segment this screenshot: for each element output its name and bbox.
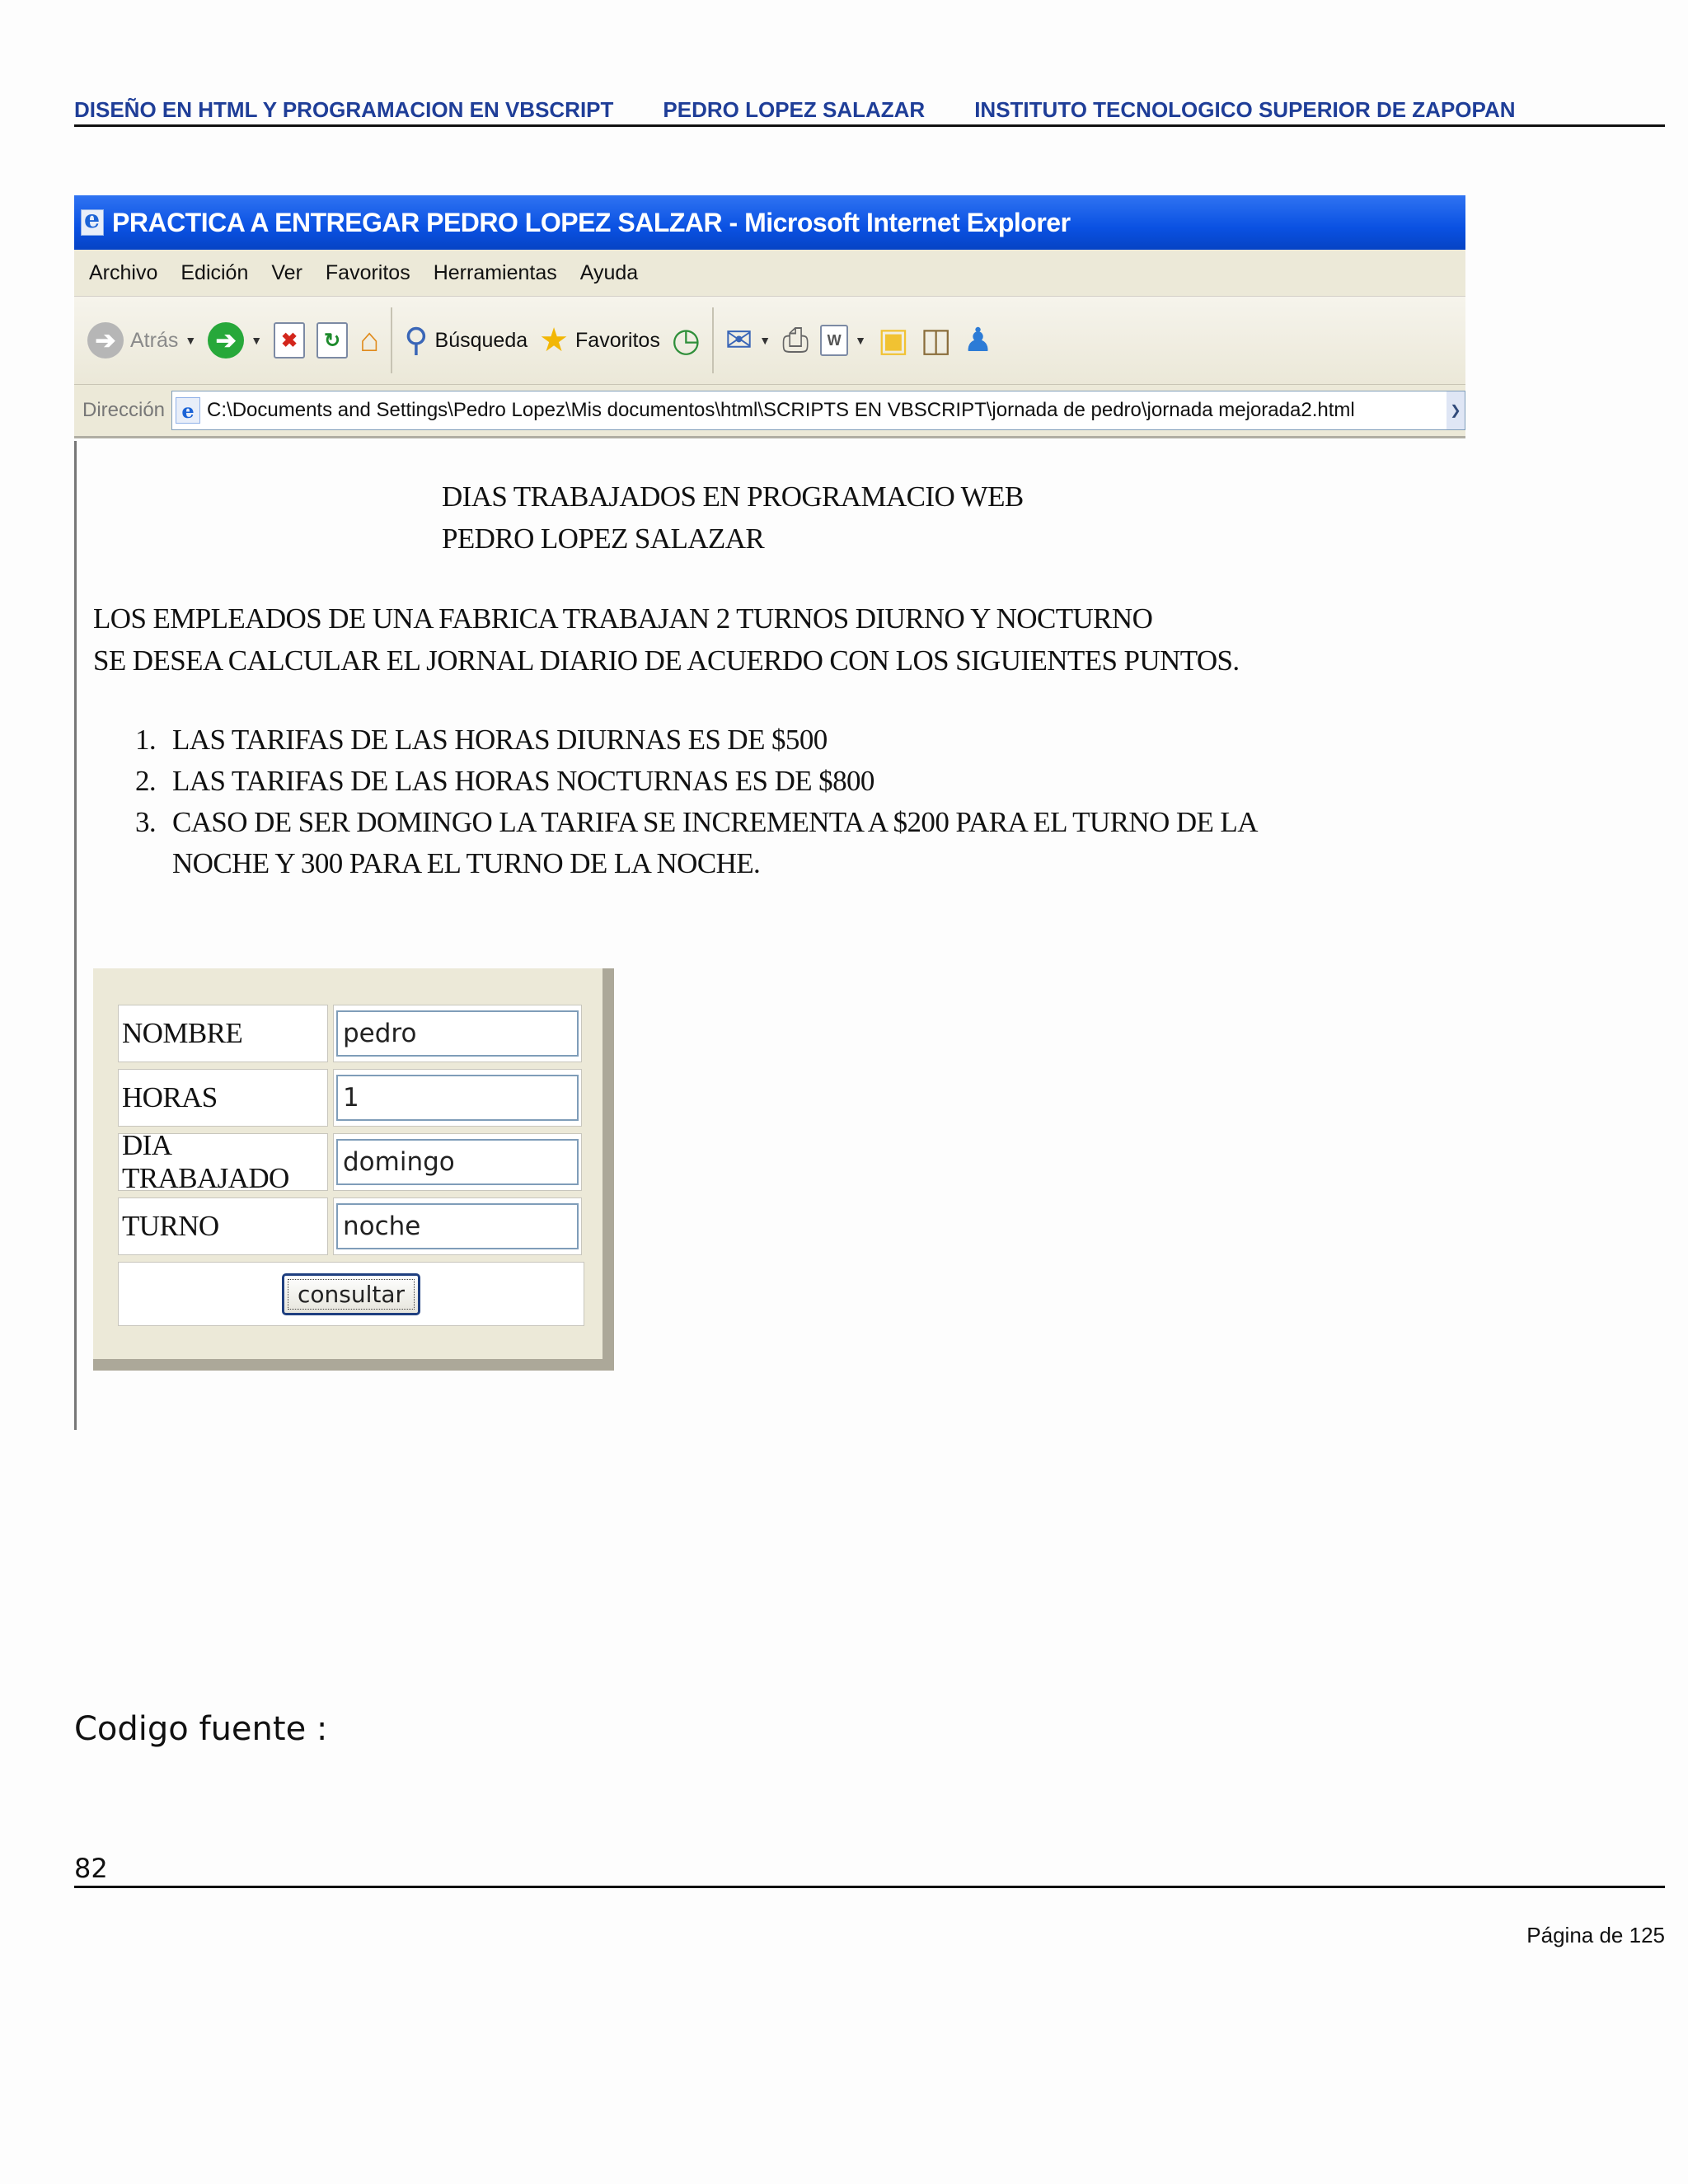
home-icon[interactable]: ⌂: [359, 322, 380, 359]
turno-label: TURNO: [118, 1197, 328, 1255]
star-icon: ★: [539, 322, 570, 359]
toolbar-divider: [391, 307, 392, 373]
intro-text: [93, 598, 1240, 682]
edit-button[interactable]: [820, 325, 866, 356]
browser-window: [74, 195, 1465, 438]
list-number: 1.: [134, 724, 156, 756]
nombre-cell: [333, 1005, 582, 1062]
window-title: PRACTICA A ENTREGAR PEDRO LOPEZ SALZAR - Microsoft Internet Explorer: [112, 207, 1071, 237]
form-row-turno: [118, 1197, 584, 1255]
horas-input[interactable]: [336, 1075, 579, 1121]
mail-icon: ✉: [724, 322, 753, 359]
chevron-down-icon[interactable]: ▼: [251, 334, 263, 347]
menu-favoritos[interactable]: Favoritos: [325, 260, 410, 284]
consultar-button[interactable]: consultar: [282, 1273, 420, 1315]
turno-input[interactable]: [336, 1203, 579, 1249]
messenger-icon[interactable]: ♟: [963, 322, 993, 359]
page-content: [74, 441, 1468, 1430]
address-bar: [74, 385, 1465, 438]
list-number: 2.: [134, 765, 156, 797]
note-icon[interactable]: ▣: [877, 322, 909, 359]
back-label: Atrás: [130, 328, 179, 352]
list-text: LAS TARIFAS DE LAS HORAS NOCTURNAS ES DE $800: [172, 765, 874, 797]
list-item: [116, 802, 1359, 884]
address-label: Dirección: [82, 399, 166, 421]
turno-cell: [333, 1197, 582, 1255]
back-arrow-icon: ➔: [87, 322, 124, 359]
search-icon: ⚲: [404, 322, 429, 359]
document-header: [74, 97, 1665, 123]
forward-arrow-icon: ➔: [208, 322, 244, 359]
menu-ayuda[interactable]: Ayuda: [579, 260, 639, 284]
list-text: LAS TARIFAS DE LAS HORAS DIURNAS ES DE $500: [172, 724, 828, 756]
address-value: C:\Documents and Settings\Pedro Lopez\Mis documentos\html\SCRIPTS EN VBSCRIPT\jornada de pedro\jornada mejorada2.html: [207, 399, 1355, 421]
chevron-down-icon: ▼: [759, 334, 771, 347]
page-title: [442, 476, 1024, 560]
chevron-down-icon: ▼: [855, 334, 866, 347]
history-icon[interactable]: ◷: [671, 322, 701, 359]
intro-line-2: SE DESEA CALCULAR EL JORNAL DIARIO DE ACUERDO CON LOS SIGUIENTES PUNTOS.: [93, 644, 1240, 677]
chevron-down-icon[interactable]: ❯: [1447, 391, 1465, 429]
form-row-horas: [118, 1069, 584, 1127]
research-icon[interactable]: ◫: [920, 322, 952, 359]
nombre-label: NOMBRE: [118, 1005, 328, 1062]
dia-trabajado-label: DIA TRABAJADO: [118, 1133, 328, 1191]
footer-rule: [74, 1886, 1665, 1888]
stop-icon[interactable]: ✖: [274, 322, 305, 359]
form-row-nombre: [118, 1005, 584, 1062]
mail-button[interactable]: [725, 324, 771, 357]
back-button[interactable]: [87, 322, 196, 359]
dia-trabajado-input[interactable]: [336, 1139, 579, 1185]
course-title: DISEÑO EN HTML Y PROGRAMACION EN VBSCRIPT: [74, 97, 614, 122]
word-icon: W: [820, 325, 848, 356]
refresh-icon[interactable]: ↻: [316, 322, 348, 359]
rules-list: [116, 719, 1359, 884]
form-row-dia: [118, 1129, 584, 1194]
header-rule: [74, 124, 1665, 127]
menu-bar: [74, 250, 1465, 297]
form-button-row: [118, 1262, 584, 1326]
menu-edicion[interactable]: Edición: [181, 260, 249, 284]
horas-label: HORAS: [118, 1069, 328, 1127]
nombre-input[interactable]: [336, 1010, 579, 1057]
forward-button[interactable]: [208, 322, 262, 359]
dia-cell: [333, 1133, 582, 1191]
menu-herramientas[interactable]: Herramientas: [433, 260, 557, 284]
title-line-1: DIAS TRABAJADOS EN PROGRAMACIO WEB: [442, 480, 1024, 513]
address-input[interactable]: [171, 391, 1465, 430]
code-label: Codigo fuente :: [74, 1710, 328, 1748]
menu-ver[interactable]: Ver: [271, 260, 302, 284]
intro-line-1: LOS EMPLEADOS DE UNA FABRICA TRABAJAN 2 TURNOS DIURNO Y NOCTURNO: [93, 602, 1153, 635]
ie-logo-icon: [81, 209, 104, 236]
author-name: PEDRO LOPEZ SALAZAR: [663, 97, 926, 122]
horas-cell: [333, 1069, 582, 1127]
page-number: 82: [74, 1853, 108, 1884]
form-table: [93, 968, 614, 1371]
favorites-label: Favoritos: [575, 328, 660, 352]
institute-name: INSTITUTO TECNOLOGICO SUPERIOR DE ZAPOPAN: [974, 97, 1516, 122]
toolbar: [74, 297, 1465, 385]
page-icon: e: [176, 397, 200, 424]
list-item: [116, 719, 1359, 761]
search-label: Búsqueda: [434, 328, 528, 352]
list-item: [116, 761, 1359, 802]
list-number: 3.: [134, 806, 156, 838]
menu-archivo[interactable]: Archivo: [89, 260, 158, 284]
title-line-2: PEDRO LOPEZ SALAZAR: [442, 523, 765, 555]
window-titlebar[interactable]: [74, 195, 1465, 250]
search-button[interactable]: [404, 324, 528, 357]
chevron-down-icon[interactable]: ▼: [185, 334, 197, 347]
print-icon[interactable]: ⎙: [782, 322, 809, 359]
favorites-button[interactable]: [539, 324, 660, 357]
toolbar-divider: [712, 307, 714, 373]
list-text: CASO DE SER DOMINGO LA TARIFA SE INCREMENTA A $200 PARA EL TURNO DE LA NOCHE Y 300 PARA EL TURNO DE LA NOCHE.: [172, 806, 1256, 879]
page-footer: Página de 125: [1526, 1923, 1665, 1947]
